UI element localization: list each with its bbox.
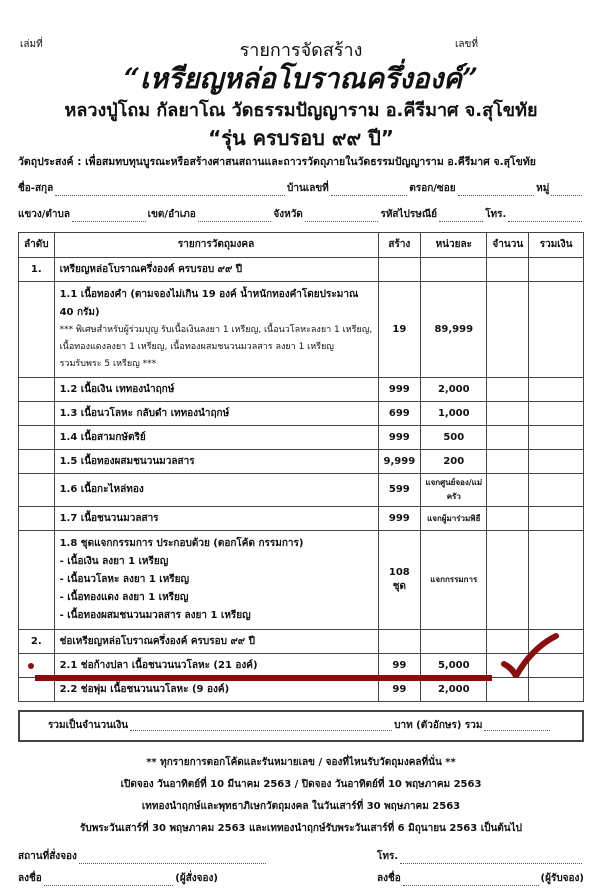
purpose-text: วัตถุประสงค์ : เพื่อสมทบทุนบูรณะหรือสร้างศาสนสถานและถาวรวัตถุภายในวัดธรรมปัญญาราม อ.คีรีมาศ จ.สุโขทัย bbox=[18, 156, 536, 168]
total-label: รวมเป็นจำนวนเงิน bbox=[48, 720, 129, 731]
row-total-field[interactable] bbox=[529, 531, 584, 630]
row-total-field[interactable] bbox=[529, 426, 584, 450]
row-made: 99 bbox=[378, 678, 421, 702]
item-title: 1.1 เนื้อทองคำ (ตามจองไม่เกิน 19 องค์ น้ำหนักทองคำโดยประมาณ 40 กรัม) bbox=[59, 289, 359, 318]
title-main: “เหรียญหล่อโบราณครึ่งองค์” bbox=[123, 62, 479, 95]
row-item bbox=[54, 630, 378, 654]
title-small: รายการจัดสร้าง bbox=[239, 40, 363, 61]
row-number: 1. bbox=[19, 258, 55, 282]
row-qty-field[interactable] bbox=[487, 426, 529, 450]
row-total-field[interactable] bbox=[529, 507, 584, 531]
table-row bbox=[19, 678, 584, 702]
row-price: แจกศูนย์จอง/แม่ครัว bbox=[421, 474, 487, 507]
row-qty-field[interactable] bbox=[487, 654, 529, 678]
row-qty-field[interactable] bbox=[487, 258, 529, 282]
sum-label: รวม bbox=[464, 720, 483, 731]
table-row bbox=[19, 378, 584, 402]
item-title: 1.3 เนื้อนวโลหะ กลับดำ เททองนำฤกษ์ bbox=[59, 407, 230, 419]
row-made: 699 bbox=[378, 402, 421, 426]
orderer-sign-line bbox=[18, 872, 218, 886]
district-field[interactable] bbox=[198, 212, 272, 222]
row-price: แจกกรรมการ bbox=[421, 531, 487, 630]
row-number bbox=[19, 282, 55, 378]
items-table-wrapper bbox=[18, 232, 584, 702]
sum-field[interactable] bbox=[484, 721, 550, 731]
subdistrict-field[interactable] bbox=[72, 212, 146, 222]
row-qty-field[interactable] bbox=[487, 450, 529, 474]
house-no-field[interactable] bbox=[331, 186, 408, 196]
row-total-field[interactable] bbox=[529, 630, 584, 654]
row-price bbox=[421, 630, 487, 654]
total-box bbox=[18, 710, 584, 742]
row-qty-field[interactable] bbox=[487, 282, 529, 378]
row-total-field[interactable] bbox=[529, 654, 584, 678]
row-item bbox=[54, 258, 378, 282]
row-made: 99 bbox=[378, 654, 421, 678]
row-total-field[interactable] bbox=[529, 378, 584, 402]
subdistrict-label: แขวง/ตำบล bbox=[18, 209, 71, 220]
col-price: หน่วยละ bbox=[421, 233, 487, 258]
title-edition: “รุ่น ครบรอบ ๙๙ ปี” bbox=[208, 126, 394, 150]
footer-row-1 bbox=[18, 850, 584, 864]
district-label: เขต/อำเภอ bbox=[147, 209, 196, 220]
row-item bbox=[54, 402, 378, 426]
row-number bbox=[19, 531, 55, 630]
row-item bbox=[54, 654, 378, 678]
row-made: 108 ชุด bbox=[378, 531, 421, 630]
row-qty-field[interactable] bbox=[487, 678, 529, 702]
item-title: 1.6 เนื้อกะไหล่ทอง bbox=[59, 484, 144, 495]
phone-field[interactable] bbox=[508, 212, 582, 222]
order-place-label: สถานที่สั่งจอง bbox=[18, 851, 77, 862]
footer-phone-field[interactable] bbox=[400, 854, 582, 864]
col-qty: จำนวน bbox=[487, 233, 529, 258]
col-item: รายการวัตถุมงคล bbox=[54, 233, 378, 258]
alley-field[interactable] bbox=[458, 186, 535, 196]
row-total-field[interactable] bbox=[529, 678, 584, 702]
row-price: 200 bbox=[421, 450, 487, 474]
row-made: 9,999 bbox=[378, 450, 421, 474]
table-row bbox=[19, 402, 584, 426]
item-title: 1.4 เนื้อสามกษัตริย์ bbox=[59, 431, 146, 443]
item-detail: - เนื้อเงิน ลงยา 1 เหรียญ bbox=[59, 556, 169, 567]
table-row bbox=[19, 258, 584, 282]
notes-section bbox=[18, 748, 584, 836]
row-made: 999 bbox=[378, 378, 421, 402]
row-number bbox=[19, 450, 55, 474]
row-total-field[interactable] bbox=[529, 450, 584, 474]
item-title: 1.2 เนื้อเงิน เททองนำฤกษ์ bbox=[59, 383, 175, 395]
row-number bbox=[19, 507, 55, 531]
row-made: 19 bbox=[378, 282, 421, 378]
row-number bbox=[19, 678, 55, 702]
row-made: 599 bbox=[378, 474, 421, 507]
row-item bbox=[54, 507, 378, 531]
address-line-2 bbox=[18, 208, 584, 222]
row-total-field[interactable] bbox=[529, 474, 584, 507]
note-1: ** ทุกรายการตอกโค้ดและรันหมายเลข / จองที่ไหนรับวัตถุมงคลที่นั่น ** bbox=[146, 757, 456, 768]
row-qty-field[interactable] bbox=[487, 531, 529, 630]
row-total-field[interactable] bbox=[529, 402, 584, 426]
table-header-row bbox=[19, 233, 584, 258]
row-price: 2,000 bbox=[421, 378, 487, 402]
table-row bbox=[19, 507, 584, 531]
col-no: ลำดับ bbox=[19, 233, 55, 258]
row-number: 2. bbox=[19, 630, 55, 654]
table-row bbox=[19, 654, 584, 678]
house-no-label: บ้านเลขที่ bbox=[286, 183, 329, 194]
book-number-label: เล่มที่ bbox=[20, 39, 43, 50]
item-title: เหรียญหล่อโบราณครึ่งองค์ ครบรอบ ๙๙ ปี bbox=[59, 263, 243, 275]
row-qty-field[interactable] bbox=[487, 630, 529, 654]
item-title: 1.7 เนื้อชนวนมวลสาร bbox=[59, 512, 159, 524]
header-top-row bbox=[18, 38, 584, 60]
province-label: จังหวัด bbox=[273, 209, 303, 220]
serial-number-label: เลขที่ bbox=[455, 39, 478, 50]
row-made: 999 bbox=[378, 507, 421, 531]
item-detail: *** พิเศษสำหรับผู้ร่วมบุญ รับเนื้อเงินลงยา 1 เหรียญ, เนื้อนวโลหะลงยา 1 เหรียญ, bbox=[59, 325, 373, 335]
village-label: หมู่ bbox=[536, 183, 550, 194]
baht-label: บาท (ตัวอักษร) bbox=[394, 720, 462, 731]
note-4: รับพระวันเสาร์ที่ 30 พฤษภาคม 2563 และเททองนำฤกษ์รับพระวันเสาร์ที่ 6 มิถุนายน 2563 เป็นต้นไป bbox=[79, 823, 522, 834]
row-price: แจกผู้มาร่วมพิธี bbox=[421, 507, 487, 531]
footer-phone-label: โทร. bbox=[377, 851, 399, 862]
row-qty-field[interactable] bbox=[487, 474, 529, 507]
item-title: 1.5 เนื้อทองผสมชนวนมวลสาร bbox=[59, 455, 195, 467]
row-qty-field[interactable] bbox=[487, 378, 529, 402]
total-words-field[interactable] bbox=[130, 721, 392, 731]
name-label: ชื่อ-สกุล bbox=[18, 183, 54, 194]
receiver-sign-label: ลงชื่อ bbox=[377, 873, 401, 884]
postcode-field[interactable] bbox=[439, 212, 483, 222]
address-line-1 bbox=[18, 182, 584, 196]
row-number bbox=[19, 654, 55, 678]
table-row bbox=[19, 630, 584, 654]
item-title: ช่อเหรียญหล่อโบราณครึ่งองค์ ครบรอบ ๙๙ ปี bbox=[59, 635, 255, 647]
row-made bbox=[378, 258, 421, 282]
footer-row-2 bbox=[18, 872, 584, 886]
table-row bbox=[19, 531, 584, 630]
row-made bbox=[378, 630, 421, 654]
row-item bbox=[54, 450, 378, 474]
table-row bbox=[19, 282, 584, 378]
row-item bbox=[54, 378, 378, 402]
row-number bbox=[19, 426, 55, 450]
row-qty-field[interactable] bbox=[487, 507, 529, 531]
orderer-label: (ผู้สั่งจอง) bbox=[175, 873, 218, 884]
title-monk: หลวงปู่โถม กัลยาโณ วัดธรรมปัญญาราม อ.คีรีมาศ จ.สุโขทัย bbox=[64, 100, 538, 121]
row-price: 2,000 bbox=[421, 678, 487, 702]
orderer-sign-field[interactable] bbox=[44, 876, 173, 886]
row-total-field[interactable] bbox=[529, 282, 584, 378]
receiver-sign-field[interactable] bbox=[403, 876, 539, 886]
footer-phone-line bbox=[377, 850, 584, 864]
item-detail: - เนื้อนวโลหะ ลงยา 1 เหรียญ bbox=[59, 574, 190, 585]
phone-label: โทร. bbox=[485, 209, 507, 220]
note-2: เปิดจอง วันอาทิตย์ที่ 10 มีนาคม 2563 / ปิดจอง วันอาทิตย์ที่ 10 พฤษภาคม 2563 bbox=[120, 779, 482, 790]
item-detail: เนื้อทองแดงลงยา 1 เหรียญ, เนื้อทองผสมชนวนมวลสาร ลงยา 1 เหรียญ bbox=[59, 342, 334, 352]
orderer-sign-label: ลงชื่อ bbox=[18, 873, 42, 884]
row-item bbox=[54, 282, 378, 378]
receiver-label: (ผู้รับจอง) bbox=[540, 873, 584, 884]
row-item bbox=[54, 426, 378, 450]
item-title: 1.8 ชุดแจกกรรมการ ประกอบด้วย (ตอกโค้ด กรรมการ) bbox=[59, 538, 304, 549]
row-item bbox=[54, 531, 378, 630]
order-place-field[interactable] bbox=[79, 854, 266, 864]
row-price: 89,999 bbox=[421, 282, 487, 378]
col-total: รวมเงิน bbox=[529, 233, 584, 258]
row-total-field[interactable] bbox=[529, 258, 584, 282]
table-row bbox=[19, 450, 584, 474]
col-made: สร้าง bbox=[378, 233, 421, 258]
row-price: 1,000 bbox=[421, 402, 487, 426]
row-number bbox=[19, 474, 55, 507]
row-price: 500 bbox=[421, 426, 487, 450]
row-made: 999 bbox=[378, 426, 421, 450]
row-number bbox=[19, 378, 55, 402]
postcode-label: รหัสไปรษณีย์ bbox=[380, 209, 437, 220]
table-row bbox=[19, 426, 584, 450]
order-place-line bbox=[18, 850, 268, 864]
items-table bbox=[18, 232, 584, 702]
item-title: 2.2 ช่อพุ่ม เนื้อชนวนนวโลหะ (9 องค์) bbox=[59, 683, 230, 695]
village-field[interactable] bbox=[551, 186, 582, 196]
note-3: เททองนำฤกษ์และพุทธาภิเษกวัตถุมงคล ในวันเสาร์ที่ 30 พฤษภาคม 2563 bbox=[141, 801, 461, 812]
item-detail: - เนื้อทองผสมชนวนมวลสาร ลงยา 1 เหรียญ bbox=[59, 610, 251, 621]
table-row bbox=[19, 474, 584, 507]
item-detail: - เนื้อทองแดง ลงยา 1 เหรียญ bbox=[59, 592, 189, 603]
item-detail: รวมรับพระ 5 เหรียญ *** bbox=[59, 359, 157, 369]
item-title: 2.1 ช่อก้างปลา เนื้อชนวนนวโลหะ (21 องค์) bbox=[59, 659, 258, 671]
receiver-sign-line bbox=[377, 872, 584, 886]
row-number bbox=[19, 402, 55, 426]
row-qty-field[interactable] bbox=[487, 402, 529, 426]
alley-label: ตรอก/ซอย bbox=[409, 183, 456, 194]
province-field[interactable] bbox=[305, 212, 379, 222]
name-field[interactable] bbox=[55, 186, 285, 196]
row-price bbox=[421, 258, 487, 282]
row-item bbox=[54, 474, 378, 507]
row-price: 5,000 bbox=[421, 654, 487, 678]
row-item bbox=[54, 678, 378, 702]
